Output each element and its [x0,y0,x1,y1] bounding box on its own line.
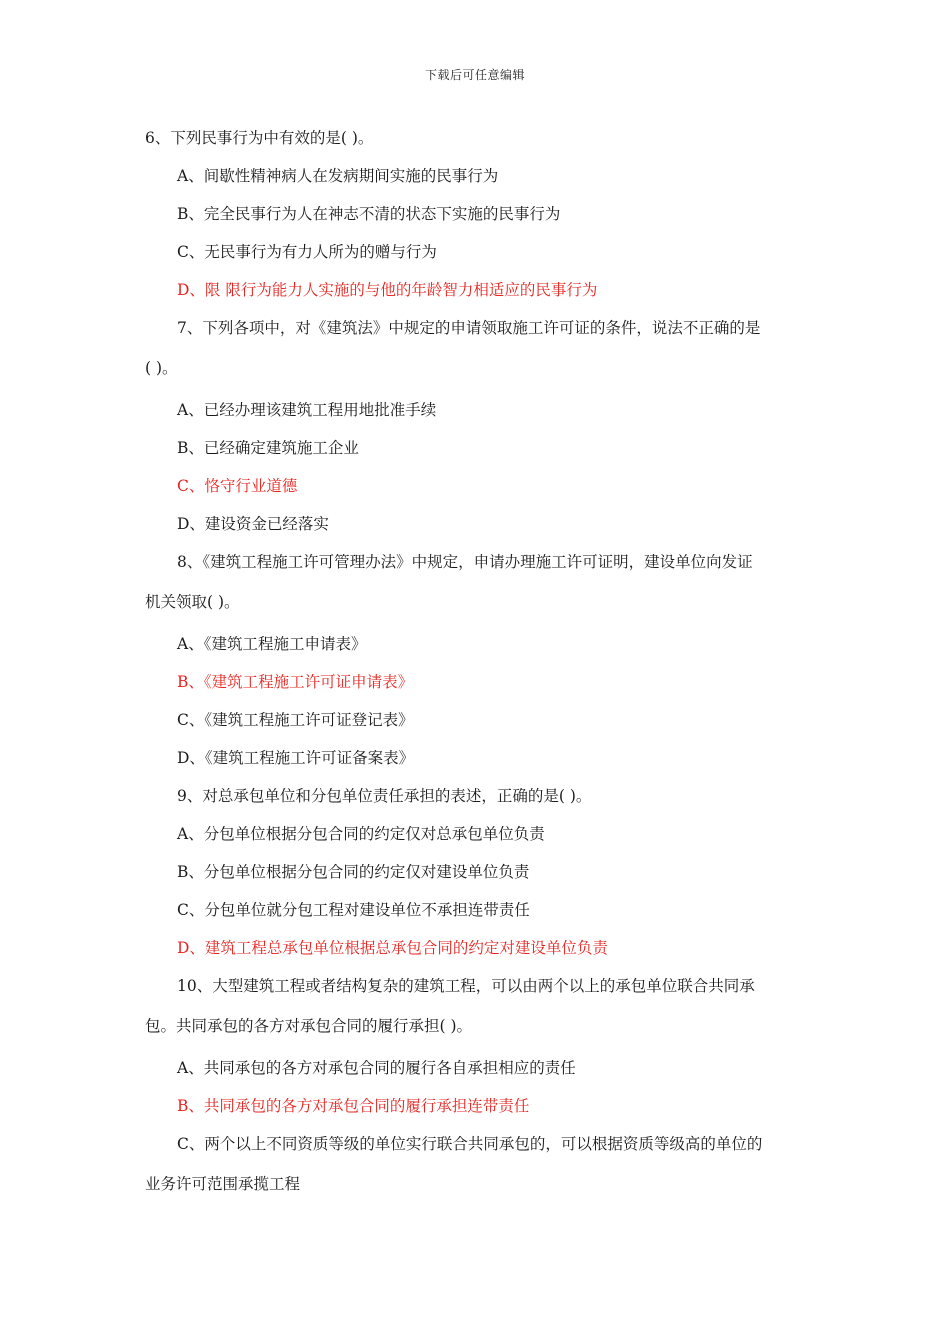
option-b: B、分包单位根据分包合同的约定仅对建设单位负责 [177,863,530,881]
question-6 [145,126,810,164]
page-header: 下载后可任意编辑 [424,68,525,82]
question-7: 7、下列各项中，对《建筑法》中规定的申请领取施工许可证的条件，说法不正确的是 [177,319,761,337]
option-c-continuation: 业务许可范围承揽工程 [145,1175,301,1193]
option-c: C、无民事行为有力人所为的赠与行为 [177,243,437,261]
option-b-answer: B、《建筑工程施工许可证申请表》 [177,673,414,691]
option-c: C、《建筑工程施工许可证登记表》 [177,711,414,729]
question-7-continuation: ( )。 [145,359,178,377]
option-b: B、完全民事行为人在神志不清的状态下实施的民事行为 [177,205,561,223]
option-b-answer: B、共同承包的各方对承包合同的履行承担连带责任 [177,1097,530,1115]
question-9: 9、对总承包单位和分包单位责任承担的表述，正确的是( )。 [177,787,592,805]
option-c: C、分包单位就分包工程对建设单位不承担连带责任 [177,901,530,919]
document-body [145,126,810,1214]
question-8-continuation: 机关领取( )。 [145,593,240,611]
question-stem: 6、下列民事行为中有效的是( )。 [145,129,374,147]
question-10: 10、大型建筑工程或者结构复杂的建筑工程，可以由两个以上的承包单位联合共同承 [177,977,755,995]
option-a: A、《建筑工程施工申请表》 [177,635,367,653]
question-8: 8、《建筑工程施工许可管理办法》中规定，申请办理施工许可证明，建设单位向发证 [177,553,753,571]
question-10-continuation: 包。共同承包的各方对承包合同的履行承担( )。 [145,1017,473,1035]
option-a: A、共同承包的各方对承包合同的履行各自承担相应的责任 [177,1059,576,1077]
option-a: A、间歇性精神病人在发病期间实施的民事行为 [177,167,499,185]
option-d: D、建设资金已经落实 [177,515,329,533]
option-c-answer: C、恪守行业道德 [177,477,298,495]
option-b: B、已经确定建筑施工企业 [177,439,359,457]
option-c: C、两个以上不同资质等级的单位实行联合共同承包的，可以根据资质等级高的单位的 [177,1135,763,1153]
option-d-answer: D、限 限行为能力人实施的与他的年龄智力相适应的民事行为 [177,281,598,299]
option-d-answer: D、建筑工程总承包单位根据总承包合同的约定对建设单位负责 [177,939,608,957]
option-a: A、已经办理该建筑工程用地批准手续 [177,401,437,419]
option-d: D、《建筑工程施工许可证备案表》 [177,749,415,767]
option-a: A、分包单位根据分包合同的约定仅对总承包单位负责 [177,825,545,843]
